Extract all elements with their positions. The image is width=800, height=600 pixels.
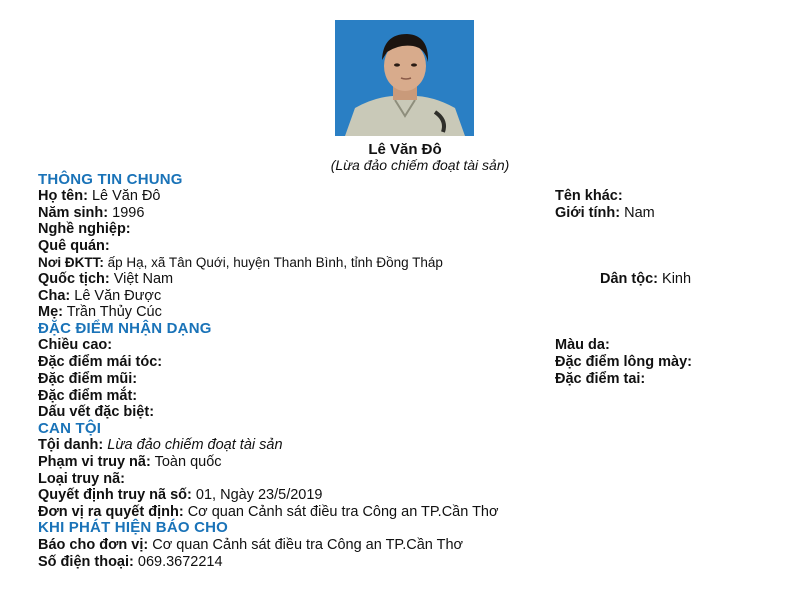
label-nam-sinh: Năm sinh: xyxy=(38,205,109,221)
row-chieu-cao xyxy=(38,337,112,353)
label-dan-toc: Dân tộc: xyxy=(600,271,658,287)
row-quoc-tich xyxy=(38,271,173,287)
label-mui: Đặc điểm mũi: xyxy=(38,371,138,387)
value-gioi-tinh: Nam xyxy=(624,205,655,221)
row-nam-sinh xyxy=(38,205,144,221)
section-crime: CAN TỘI xyxy=(38,420,102,437)
row-tai xyxy=(555,371,645,387)
row-que-quan xyxy=(38,238,110,254)
label-long-may: Đặc điểm lông mày: xyxy=(555,354,692,370)
row-nghe-nghiep xyxy=(38,221,131,237)
row-me xyxy=(38,304,162,320)
suspect-photo xyxy=(335,20,474,136)
section-report: KHI PHÁT HIỆN BÁO CHO xyxy=(38,519,229,536)
row-toi-danh xyxy=(38,437,283,453)
label-so-dien-thoai: Số điện thoại: xyxy=(38,554,134,570)
label-tai: Đặc điểm tai: xyxy=(555,371,646,387)
row-quyet-dinh xyxy=(38,487,322,503)
row-so-dien-thoai xyxy=(38,554,223,570)
label-mai-toc: Đặc điểm mái tóc: xyxy=(38,354,163,370)
row-bao-cho xyxy=(38,537,463,553)
row-long-may xyxy=(555,354,692,370)
value-noi-dktt: ấp Hạ, xã Tân Quới, huyện Thanh Bình, tỉnh Đồng Tháp xyxy=(107,255,443,270)
label-quoc-tich: Quốc tịch: xyxy=(38,271,110,287)
value-quyet-dinh: 01, Ngày 23/5/2019 xyxy=(195,487,323,503)
label-quyet-dinh: Quyết định truy nã số: xyxy=(38,487,192,503)
label-ho-ten: Họ tên: xyxy=(38,188,88,204)
row-ten-khac xyxy=(555,188,623,204)
row-dan-toc xyxy=(600,271,691,287)
value-bao-cho: Cơ quan Cảnh sát điều tra Công an TP.Cần Thơ xyxy=(152,537,464,553)
value-nam-sinh: 1996 xyxy=(112,205,145,221)
row-loai-truy-na xyxy=(38,471,125,487)
value-toi-danh: Lừa đảo chiếm đoạt tài sản xyxy=(107,437,283,453)
label-nghe-nghiep: Nghề nghiệp: xyxy=(38,221,131,237)
label-ten-khac: Tên khác: xyxy=(555,188,623,204)
row-ho-ten xyxy=(38,188,161,204)
label-pham-vi: Phạm vi truy nã: xyxy=(38,454,151,470)
row-gioi-tinh xyxy=(555,205,655,221)
row-don-vi xyxy=(38,504,499,520)
label-toi-danh: Tội danh: xyxy=(38,437,104,453)
row-noi-dktt xyxy=(38,255,443,271)
value-quoc-tich: Việt Nam xyxy=(113,271,174,287)
label-chieu-cao: Chiều cao: xyxy=(38,337,113,353)
row-pham-vi xyxy=(38,454,222,470)
row-cha xyxy=(38,288,161,304)
label-don-vi: Đơn vị ra quyết định: xyxy=(38,504,184,520)
label-bao-cho: Báo cho đơn vị: xyxy=(38,537,149,553)
row-mai-toc xyxy=(38,354,162,370)
label-noi-dktt: Nơi ĐKTT: xyxy=(38,255,104,270)
section-features: ĐẶC ĐIỂM NHẬN DẠNG xyxy=(38,320,212,337)
label-mau-da: Màu da: xyxy=(555,337,610,353)
label-loai-truy-na: Loại truy nã: xyxy=(38,471,126,487)
label-cha: Cha: xyxy=(38,288,71,304)
row-mui xyxy=(38,371,137,387)
row-dau-vet xyxy=(38,404,154,420)
value-me: Trần Thủy Cúc xyxy=(66,304,162,320)
label-que-quan: Quê quán: xyxy=(38,238,110,254)
crime-subtitle: (Lừa đảo chiếm đoạt tài sản) xyxy=(330,157,510,173)
label-mat: Đặc điểm mắt: xyxy=(38,388,138,404)
value-so-dien-thoai: 069.3672214 xyxy=(137,554,223,570)
row-mat xyxy=(38,388,137,404)
label-me: Mẹ: xyxy=(38,304,63,320)
value-don-vi: Cơ quan Cảnh sát điều tra Công an TP.Cần Thơ xyxy=(187,504,499,520)
label-dau-vet: Dấu vết đặc biệt: xyxy=(38,404,155,420)
value-dan-toc: Kinh xyxy=(662,271,692,287)
value-ho-ten: Lê Văn Đô xyxy=(91,188,161,204)
row-mau-da xyxy=(555,337,610,353)
value-cha: Lê Văn Được xyxy=(74,288,162,304)
suspect-name-heading: Lê Văn Đô xyxy=(368,141,442,158)
label-gioi-tinh: Giới tính: xyxy=(555,205,621,221)
value-pham-vi: Toàn quốc xyxy=(154,454,222,470)
section-general-info: THÔNG TIN CHUNG xyxy=(38,171,183,188)
